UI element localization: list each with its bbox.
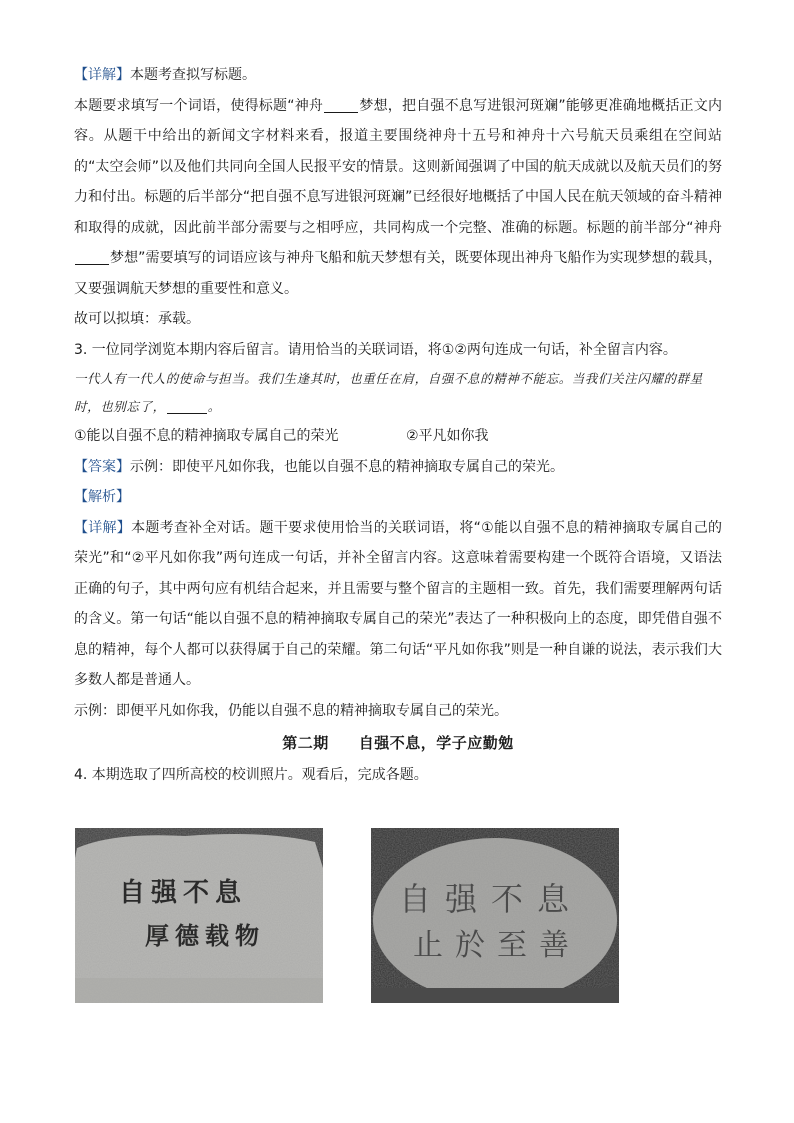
motto-photo-right [371, 828, 619, 1003]
motto-left-line-2: 厚德载物 [145, 921, 265, 950]
blank-line [324, 98, 358, 113]
answer-tag: 【答案】 [74, 458, 130, 475]
analysis-tag: 【解析】 [74, 489, 130, 505]
example-line: 示例：即便平凡如你我，仍能以自强不息的精神摘取专属自己的荣光。 [74, 702, 508, 719]
detail-tag-2: 【详解】 [74, 519, 132, 536]
section-label: 第二期 [282, 734, 329, 752]
blank-line [167, 399, 207, 414]
motto-left-line-1: 自强不息 [119, 878, 248, 908]
detail-intro: 本题考查拟写标题。 [130, 67, 256, 83]
options-row [74, 421, 722, 452]
motto-photo-left [75, 828, 323, 1003]
handwriting-end: 。 [207, 399, 221, 414]
question-3-stem: 3. 一位同学浏览本期内容后留言。请用恰当的关联词语，将①②两句连成一句话，补全留言内容。 [74, 341, 677, 358]
blank-line [75, 250, 109, 265]
handwritten-message [74, 365, 722, 421]
motto-right-line-2: 止於至善 [413, 928, 581, 963]
motto-photos [75, 828, 635, 1003]
analysis-text-2: 梦想，把自强不息写进银河斑斓”能够更准确地概括正文内容。从题干中给出的新闻文字材料来看，报道主要围绕神舟十五号和神舟十六号航天员乘组在空间站的“太空会师”以及他们共同向全国人民报平安的情景。这则新闻强调了中国的航天成就以及航天员们的努力和付出。标题的后半部分“把自强不息写进银河斑斓”已经很好地概括了中国人民在航天领域的奋斗精神和取得的成就，因此前半部分需要与之相呼应，共同构成一个完整、准确的标题。标题的前半部分“神舟 [74, 97, 722, 236]
document-page [74, 60, 722, 790]
question-4-stem: 4. 本期选取了四所高校的校训照片。观看后，完成各题。 [74, 767, 428, 783]
analysis-heading [74, 482, 722, 513]
answer-line [74, 452, 722, 483]
detail-tag: 【详解】 [74, 67, 130, 83]
analysis-text-3: 梦想”需要填写的词语应该与神舟飞船和航天梦想有关，既要体现出神舟飞船作为实现梦想的载具，又要强调航天梦想的重要性和意义。 [74, 250, 722, 297]
option-1: ①能以自强不息的精神摘取专属自己的荣光 [74, 428, 339, 444]
option-2: ②平凡如你我 [406, 428, 489, 444]
analysis-text-1: 本题要求填写一个词语，使得标题“神舟 [74, 97, 324, 114]
answer-text: 示例：即使平凡如你我，也能以自强不息的精神摘取专属自己的荣光。 [130, 458, 564, 475]
detail-line [74, 60, 722, 91]
analysis-paragraph [74, 91, 722, 305]
detail-text: 本题考查补全对话。题干要求使用恰当的关联词语，将“①能以自强不息的精神摘取专属自己的荣光”和“②平凡如你我”两句连成一句话，并补全留言内容。这意味着需要构建一个既符合语境，又语法正确的句子，其中两句应有机结合起来，并且需要与整个留言的主题相一致。首先，我们需要理解两句话的含义。第一句话“能以自强不息的精神摘取专属自己的荣光”表达了一种积极向上的态度，即凭借自强不息的精神，每个人都可以获得属于自己的荣耀。第二句话“平凡如你我”则是一种自谦的说法，表示我们大多数人都是普通人。 [74, 519, 722, 688]
motto-right-line-1: 自强不息 [399, 880, 584, 918]
section-heading: 自强不息，学子应勤勉 [358, 734, 514, 752]
section-title [74, 726, 722, 760]
conclusion: 故可以拟填：承载。 [74, 311, 200, 327]
handwriting-text: 一代人有一代人的使命与担当。我们生逢其时，也重任在肩，自强不息的精神不能忘。当我们关注闪耀的群星时，也别忘了， [74, 371, 703, 414]
detail-paragraph [74, 513, 722, 696]
